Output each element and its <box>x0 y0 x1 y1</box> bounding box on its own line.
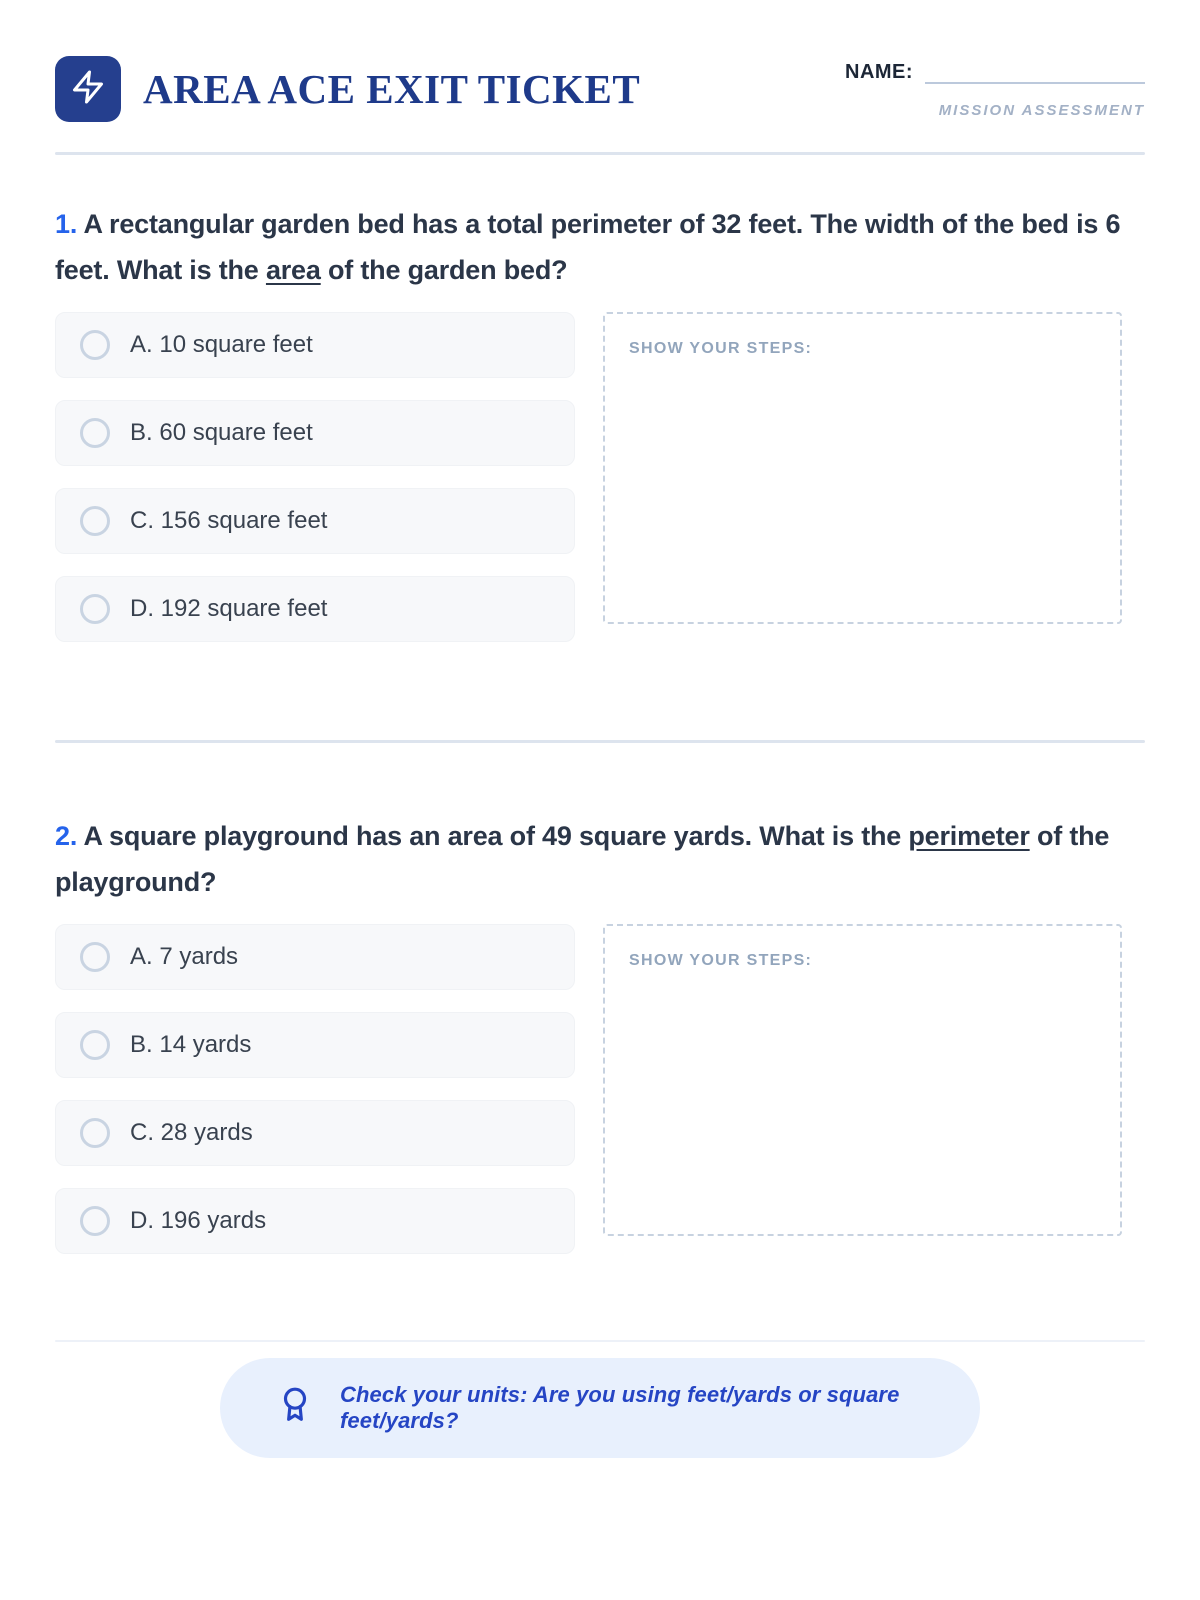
hint-text: Check your units: Are you using feet/yards or square feet/yards? <box>340 1381 900 1433</box>
steps-box-q2[interactable] <box>603 924 1122 1236</box>
option-q2-d[interactable] <box>55 1188 575 1254</box>
question-2-section <box>55 813 1145 1254</box>
option-label: C. 156 square feet <box>130 506 328 534</box>
question-1-text-after: of the garden bed? <box>320 255 568 286</box>
question-2-number: 2. <box>55 820 78 851</box>
question-1-section <box>55 201 1145 642</box>
option-q2-c[interactable] <box>55 1100 575 1166</box>
question-2-text-after: of the playground? <box>55 820 1110 898</box>
question-2-text <box>55 813 1135 906</box>
question-1-text-before: A rectangular garden bed has a total perimeter of 32 feet. The width of the bed is 6 feet. What is the <box>55 209 1121 286</box>
page-title: AREA ACE EXIT TICKET <box>143 66 641 112</box>
option-label: B. 14 yards <box>130 1030 252 1058</box>
radio-circle-icon[interactable] <box>80 330 110 360</box>
option-label: A. 10 square feet <box>130 330 313 358</box>
question-2-options <box>55 924 575 1254</box>
radio-circle-icon[interactable] <box>80 418 110 448</box>
mission-subtitle: MISSION ASSESSMENT <box>938 102 1145 119</box>
radio-circle-icon[interactable] <box>80 942 110 972</box>
option-q2-b[interactable] <box>55 1012 575 1078</box>
brand <box>55 56 640 122</box>
question-1-number: 1. <box>55 209 78 239</box>
radio-circle-icon[interactable] <box>80 1118 110 1148</box>
option-label: B. 60 square feet <box>130 418 313 446</box>
radio-circle-icon[interactable] <box>80 594 110 624</box>
question-2-keyword: perimeter <box>908 820 1030 851</box>
option-label: C. 28 yards <box>130 1118 253 1146</box>
name-label: NAME: <box>845 61 914 83</box>
name-block <box>845 56 1145 119</box>
question-1-text <box>55 201 1135 294</box>
option-q1-c[interactable] <box>55 488 575 554</box>
option-label: D. 196 yards <box>130 1206 267 1234</box>
steps-box-q1[interactable] <box>603 312 1122 624</box>
option-label: D. 192 square feet <box>130 594 328 622</box>
option-q1-b[interactable] <box>55 400 575 466</box>
option-q1-a[interactable] <box>55 312 575 378</box>
question-2-text-before: A square playground has an area of 49 square yards. What is the <box>83 820 909 851</box>
option-q2-a[interactable] <box>55 924 575 990</box>
logo <box>55 56 121 122</box>
section-divider <box>55 740 1145 743</box>
option-label: A. 7 yards <box>130 942 239 970</box>
option-q1-d[interactable] <box>55 576 575 642</box>
radio-circle-icon[interactable] <box>80 506 110 536</box>
footer-divider <box>55 1340 1145 1342</box>
question-1-keyword: area <box>265 255 321 286</box>
lightning-bolt-icon <box>70 69 106 110</box>
hint-pill <box>220 1358 980 1458</box>
radio-circle-icon[interactable] <box>80 1206 110 1236</box>
steps-label: SHOW YOUR STEPS: <box>629 339 813 357</box>
award-ribbon-icon <box>276 1386 314 1429</box>
header-divider <box>55 152 1145 155</box>
question-1-options <box>55 312 575 642</box>
radio-circle-icon[interactable] <box>80 1030 110 1060</box>
name-input-line[interactable] <box>925 58 1145 84</box>
steps-label: SHOW YOUR STEPS: <box>629 951 813 969</box>
header <box>55 56 1145 122</box>
